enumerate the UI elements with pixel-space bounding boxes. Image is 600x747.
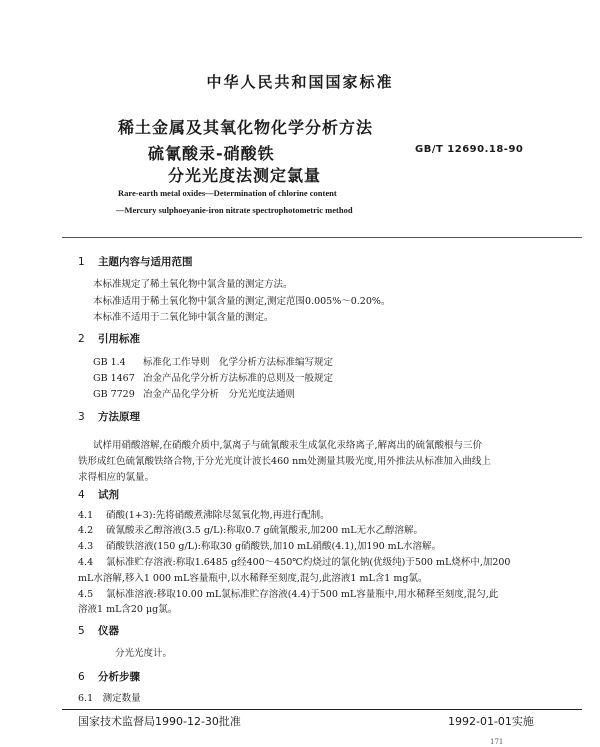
reference-code: GB 1.4	[93, 357, 126, 368]
title-line-2: 硫氰酸汞-硝酸铁	[148, 144, 275, 163]
section-3-line: 试样用硝酸溶解,在硝酸介质中,氯离子与硫氰酸汞生成氯化汞络离子,解离出的硫氰酸根与三价	[93, 440, 483, 451]
reagent-item	[78, 507, 330, 521]
reference-item	[93, 370, 333, 384]
reagent-item	[78, 586, 498, 600]
section-number: 1	[78, 256, 85, 268]
reference-text: 冶金产品化学分析方法标准的总则及一般规定	[143, 373, 334, 384]
reagent-text: 硝酸(1+3):先将硝酸煮沸除尽氮氧化物,再进行配制。	[106, 510, 330, 521]
section-1-line: 本标准规定了稀土氧化物中氯含量的测定方法。	[93, 279, 293, 290]
section-6-heading	[78, 669, 140, 684]
english-title-line-2: —Mercury sulphoeyanie-iron nitrate spectrophotometric method	[116, 205, 353, 215]
reference-code: GB 1467	[93, 373, 135, 384]
section-number: 4	[78, 489, 85, 501]
reference-code: GB 7729	[93, 389, 135, 400]
page-number: 171	[490, 738, 504, 746]
reagent-item	[78, 538, 441, 552]
section-3-line: 铁形成红色硫氰酸铁络合物,于分光光度计波长460 nm处测量其吸光度,用外推法从标准加入曲线上	[78, 456, 491, 467]
reagent-number: 4.5	[78, 589, 94, 600]
section-3-line: 求得相应的氯量。	[78, 472, 155, 483]
section-title: 主题内容与适用范围	[98, 256, 193, 268]
section-1-line: 本标准不适用于二氧化铈中氯含量的测定。	[93, 312, 274, 323]
section-5-heading	[78, 623, 119, 638]
reagent-number: 4.3	[78, 541, 94, 552]
reagent-item	[78, 522, 423, 536]
reagent-number: 4.4	[78, 557, 94, 568]
reagent-text: 氯标准贮存溶液:称取1.6485 g经400～450℃灼烧过的氯化钠(优级纯)于500 mL烧杯中,加200	[106, 557, 511, 568]
reagent-text: 硫氰酸汞乙醇溶液(3.5 g/L):称取0.7 g硫氰酸汞,加200 mL无水乙醇溶解。	[106, 525, 424, 536]
section-5-line: 分光光度计。	[115, 648, 173, 659]
section-title: 分析步骤	[98, 671, 140, 683]
section-number: 5	[78, 625, 85, 637]
reference-text: 标准化工作导则 化学分析方法标准编写规定	[143, 357, 334, 368]
section-title: 引用标准	[98, 333, 140, 345]
reagent-text: 硝酸铁溶液(150 g/L):称取30 g硝酸铁,加10 mL硝酸(4.1),加190 mL水溶解。	[106, 541, 442, 552]
section-number: 6	[78, 671, 85, 683]
section-title: 试剂	[98, 489, 119, 501]
title-line-1: 稀土金属及其氧化物化学分析方法	[118, 118, 374, 137]
section-4-heading	[78, 487, 119, 502]
subsection-6-1: 6.1 测定数量	[78, 693, 141, 704]
approval-date: 国家技术监督局1990-12-30批准	[78, 715, 241, 728]
section-title: 方法原理	[98, 411, 140, 423]
section-title: 仪器	[98, 625, 119, 637]
reagent-text: 氯标准溶液:移取10.00 mL氯标准贮存溶液(4.4)于500 mL容量瓶中,用水稀释至刻度,混匀,此	[106, 589, 499, 600]
section-2-heading	[78, 331, 140, 346]
footer-divider	[62, 709, 582, 710]
reagent-item-continued: mL水溶解,移入1 000 mL容量瓶中,以水稀释至刻度,混匀,此溶液1 mL含1 mg氯。	[78, 573, 428, 584]
reagent-number: 4.2	[78, 525, 94, 536]
reference-item	[93, 386, 295, 400]
reagent-item	[78, 554, 510, 568]
section-number: 2	[78, 333, 85, 345]
reference-text: 冶金产品化学分析 分光光度法通则	[143, 389, 296, 400]
implementation-date: 1992-01-01实施	[448, 715, 534, 728]
english-title-line-1: Rare-earth metal oxides—Determination of chlorine content	[118, 188, 337, 198]
header-divider	[62, 237, 582, 238]
title-line-3: 分光光度法测定氯量	[168, 166, 322, 185]
reagent-number: 4.1	[78, 510, 94, 521]
section-1-heading	[78, 254, 193, 269]
standard-title: 中华人民共和国国家标准	[206, 73, 394, 91]
standard-code: GB/T 12690.18-90	[415, 144, 524, 155]
section-number: 3	[78, 411, 85, 423]
reference-item	[93, 354, 333, 368]
section-3-heading	[78, 409, 140, 424]
reagent-item-continued: 溶液1 mL含20 μg氯。	[78, 604, 178, 615]
section-1-line: 本标准适用于稀土氧化物中氯含量的测定,测定范围0.005%～0.20%。	[93, 296, 391, 307]
